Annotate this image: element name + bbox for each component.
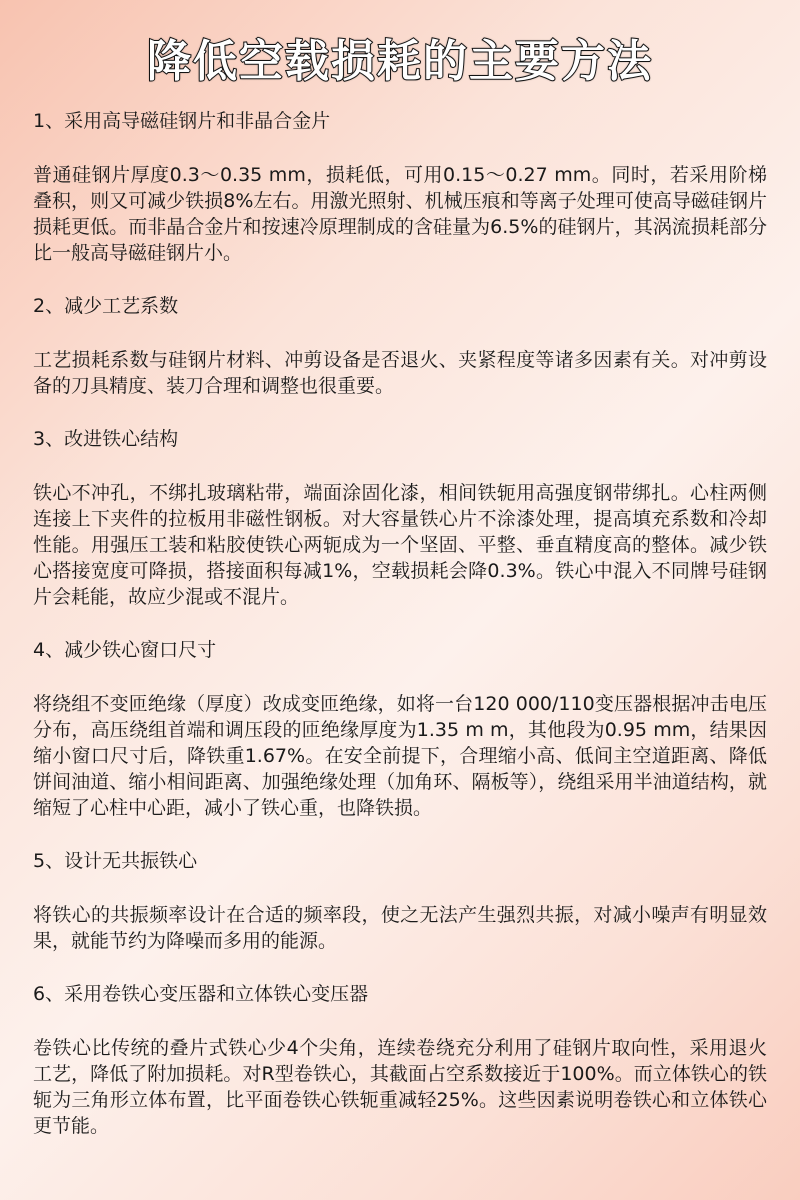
section-paragraph: 普通硅钢片厚度0.3～0.35 mm，损耗低，可用0.15～0.27 mm。同时，若采用阶梯叠积，则又可减少铁损8%左右。用激光照射、机械压痕和等离子处理可使高导磁硅钢片损耗更低。而非晶合金片和按速冷原理制成的含硅量为6.5%的硅钢片，其涡流损耗部分比一般高导磁硅钢片小。	[33, 164, 767, 264]
section-6	[33, 981, 767, 1139]
section-heading: 4、减少铁心窗口尺寸	[33, 639, 217, 661]
section-paragraph: 卷铁心比传统的叠片式铁心少4个尖角，连续卷绕充分利用了硅钢片取向性，采用退火工艺，降低了附加损耗。对R型卷铁心，其截面占空系数接近于100%。而立体铁心的铁轭为三角形立体布置，比平面卷铁心铁轭重减轻25%。这些因素说明卷铁心和立体铁心更节能。	[33, 1037, 767, 1137]
section-4	[33, 637, 767, 821]
section-paragraph: 将铁心的共振频率设计在合适的频率段，使之无法产生强烈共振，对减小噪声有明显效果，就能节约为降噪而多用的能源。	[33, 904, 767, 952]
section-2	[33, 293, 767, 399]
section-heading: 1、采用高导磁硅钢片和非晶合金片	[33, 110, 331, 132]
section-heading: 2、减少工艺系数	[33, 295, 179, 317]
section-1	[33, 108, 767, 266]
section-heading: 6、采用卷铁心变压器和立体铁心变压器	[33, 983, 369, 1005]
article-body	[33, 108, 767, 1139]
section-heading: 3、改进铁心结构	[33, 428, 179, 450]
section-paragraph: 将绕组不变匝绝缘（厚度）改成变匝绝缘，如将一台120 000/110变压器根据冲击电压分布，高压绕组首端和调压段的匝绝缘厚度为1.35 m m，其他段为0.95 mm，结果因缩小窗口尺寸后，降铁重1.67%。在安全前提下，合理缩小高、低间主空道距离、降低饼间油道、缩小相间距离、加强绝缘处理（加角环、隔板等），绕组采用半油道结构，就缩短了心柱中心距，减小了铁心重，也降铁损。	[33, 693, 767, 819]
section-heading: 5、设计无共振铁心	[33, 850, 198, 872]
page-title: 降低空载损耗的主要方法	[147, 36, 653, 87]
section-5	[33, 848, 767, 954]
section-paragraph: 工艺损耗系数与硅钢片材料、冲剪设备是否退火、夹紧程度等诸多因素有关。对冲剪设备的刀具精度、装刀合理和调整也很重要。	[33, 349, 767, 397]
section-3	[33, 426, 767, 610]
section-paragraph: 铁心不冲孔，不绑扎玻璃粘带，端面涂固化漆，相间铁轭用高强度钢带绑扎。心柱两侧连接上下夹件的拉板用非磁性钢板。对大容量铁心片不涂漆处理，提高填充系数和冷却性能。用强压工装和粘胶使铁心两轭成为一个坚固、平整、垂直精度高的整体。减少铁心搭接宽度可降损，搭接面积每减1%，空载损耗会降0.3%。铁心中混入不同牌号硅钢片会耗能，故应少混或不混片。	[33, 482, 767, 608]
